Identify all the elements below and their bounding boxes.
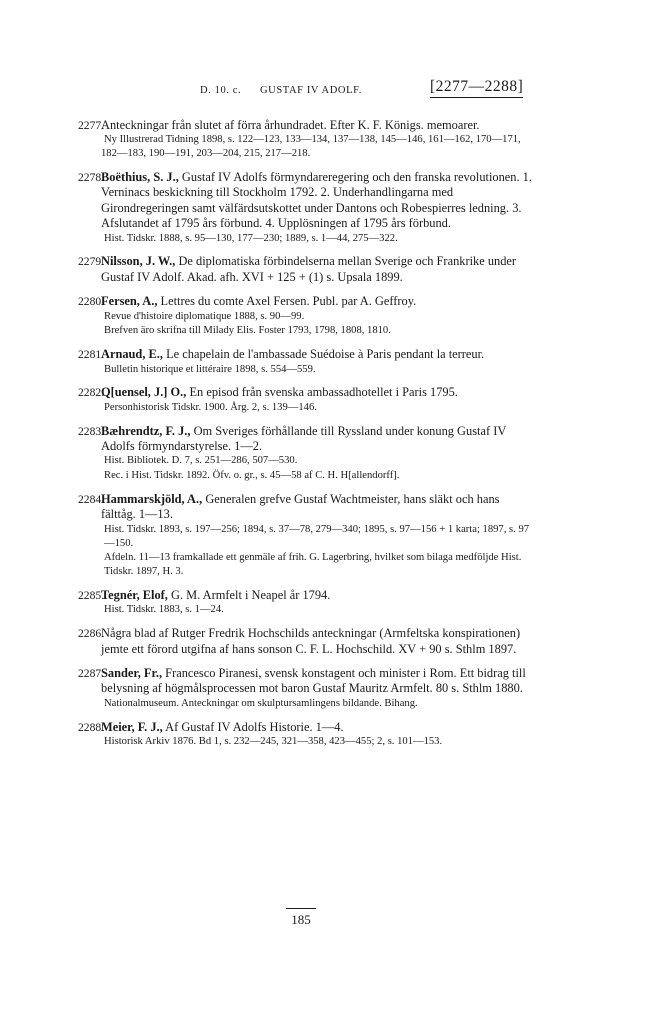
entry-number: 2287.	[78, 667, 105, 681]
entry-citation	[78, 626, 534, 657]
section-code: D. 10. c.	[200, 85, 242, 96]
entry-number: 2284.	[78, 493, 105, 507]
entry-number: 2285.	[78, 589, 105, 603]
entry-note: Afdeln. 11—13 framkallade ett genmäle af frih. G. Lagerbring, hvilket som bilaga medföljde Hist. Tidskr. 1897, H. 3.	[104, 552, 522, 578]
entry-reference: Hist. Tidskr. 1888, s. 95—130, 177—230; 1889, s. 1—44, 275—322.	[104, 232, 398, 244]
entry-author: Q[uensel, J.] O.,	[101, 385, 187, 400]
entry-review: Rec. i Hist. Tidskr. 1892. Öfv. o. gr., s. 45—58 af C. H. H[allendorff].	[104, 470, 400, 482]
entry-title: G. M. Armfelt i Neapel år 1794.	[171, 588, 331, 603]
entry-citation	[78, 385, 534, 400]
entry-reference: Historisk Arkiv 1876. Bd 1, s. 232—245, 321—358, 423—455; 2, s. 101—153.	[104, 736, 443, 748]
entry-reference: Hist. Tidskr. 1893, s. 197—256; 1894, s. 37—78, 279—340; 1895, s. 97—156 + 1 karta; 1897, s. 97—150.	[104, 523, 530, 549]
entry-reference: Ny Illustrerad Tidning 1898, s. 122—123, 133—134, 137—138, 145—146, 161—162, 170—171, 182—183, 190—191, 203—204, 215, 217—218.	[101, 134, 521, 160]
entry-citation	[78, 347, 534, 362]
entry-author: Sander, Fr.,	[101, 666, 163, 681]
entry-title: Af Gustaf IV Adolfs Historie. 1—4.	[165, 719, 344, 734]
entry-author: Meier, F. J.,	[101, 719, 163, 734]
entry-number: 2283.	[78, 424, 105, 438]
entry-citation	[78, 254, 534, 285]
entry-reference: Hist. Bibliotek. D. 7, s. 251—286, 507—530.	[104, 455, 298, 467]
entry-number: 2282.	[78, 386, 105, 400]
entry-citation	[78, 423, 534, 455]
entry-number: 2278.	[78, 171, 105, 184]
entry-title: De diplomatiska förbindelserna mellan Sverige och Frankrike under Gustaf IV Adolf. Akad. afh. XVI + 125 + (1) s. Upsala 1899.	[101, 254, 517, 284]
entry-title: Francesco Piranesi, svensk konstagent och minister i Rom. Ett bidrag till belysning af högmålsprocessen mot baron Gustaf Mauritz Armfelt. 80 s. Sthlm 1880.	[101, 666, 526, 696]
entry-author: Boëthius, S. J.,	[101, 170, 179, 184]
entry-2281	[78, 347, 534, 376]
entry-2278	[78, 170, 534, 245]
entry-note: Brefven äro skrifna till Milady Elis. Foster 1793, 1798, 1808, 1810.	[104, 325, 391, 337]
entry-2287	[78, 666, 534, 711]
entry-2288	[78, 719, 534, 749]
entry-citation	[78, 588, 534, 603]
entry-number: 2281.	[78, 348, 105, 362]
entry-citation	[78, 666, 534, 697]
entry-reference: Nationalmuseum. Anteckningar om skulptursamlingens bildande. Bihang.	[104, 697, 418, 709]
entry-author: Nilsson, J. W.,	[101, 254, 176, 269]
entry-reference: Hist. Tidskr. 1883, s. 1—24.	[104, 604, 224, 616]
entry-2283	[78, 423, 534, 483]
running-title: GUSTAF IV ADOLF.	[260, 85, 362, 96]
entry-number: 2280.	[78, 295, 105, 309]
entry-number: 2279.	[78, 255, 105, 269]
entry-citation	[78, 118, 534, 133]
entry-author: Arnaud, E.,	[101, 347, 163, 362]
entry-2277	[78, 118, 534, 161]
entry-2279	[78, 254, 534, 285]
bibliography-entries	[78, 118, 534, 758]
entry-2282	[78, 385, 534, 414]
entry-author: Fersen, A.,	[101, 294, 158, 309]
entry-title: Le chapelain de l'ambassade Suédoise à Paris pendant la terreur.	[166, 347, 485, 362]
entry-title: En episod från svenska ambassadhotellet i Paris 1795.	[189, 385, 458, 400]
entry-number: 2286.	[78, 627, 105, 641]
entry-number: 2288.	[78, 720, 105, 734]
entry-citation	[78, 170, 534, 232]
entry-citation	[78, 719, 534, 735]
entry-range: [2277—2288]	[430, 78, 523, 98]
entry-reference: Bulletin historique et littéraire 1898, s. 554—559.	[104, 363, 316, 375]
entry-2286	[78, 626, 534, 657]
entry-2284	[78, 492, 534, 579]
entry-citation	[78, 492, 534, 523]
entry-title: Om Sveriges förhållande till Ryssland under konung Gustaf IV Adolfs förmyndarstyrelse. 1—2.	[101, 423, 507, 454]
entry-author: Bæhrendtz, F. J.,	[101, 423, 191, 438]
entry-author: Hammarskjöld, A.,	[101, 492, 203, 507]
entry-author: Tegnér, Elof,	[101, 588, 168, 603]
entry-title: Gustaf IV Adolfs förmyndareregering och den franska revolutionen. 1. Verninacs beskickning till Stockholm 1792. 2. Underhandlingarna med Girondregeringen samt välfärdsutskottet under Dantons och Robespierres ledning. 3. Afslutandet af 1795 års förbund. 4. Upplösningen af 1795 års förbund.	[101, 170, 532, 231]
entry-2280	[78, 294, 534, 338]
entry-title: Lettres du comte Axel Fersen. Publ. par A. Geffroy.	[160, 294, 417, 309]
page-number: 185	[286, 908, 316, 928]
entry-number: 2277.	[78, 119, 105, 132]
entry-reference: Revue d'histoire diplomatique 1888, s. 90—99.	[104, 310, 305, 322]
entry-reference: Personhistorisk Tidskr. 1900. Årg. 2, s. 139—146.	[104, 401, 317, 413]
entry-title: Några blad af Rutger Fredrik Hochschilds anteckningar (Armfeltska konspirationen) jemte ett förord utgifna af hans sonson C. F. L. Hochschild. XV + 90 s. Sthlm 1897.	[101, 626, 521, 656]
entry-citation	[78, 294, 534, 309]
entry-2285	[78, 588, 534, 617]
entry-title: Generalen grefve Gustaf Wachtmeister, hans släkt och hans fälttåg. 1—13.	[101, 492, 500, 522]
entry-title: Anteckningar från slutet af förra århundradet. Efter K. F. Königs. memoarer.	[101, 118, 480, 132]
